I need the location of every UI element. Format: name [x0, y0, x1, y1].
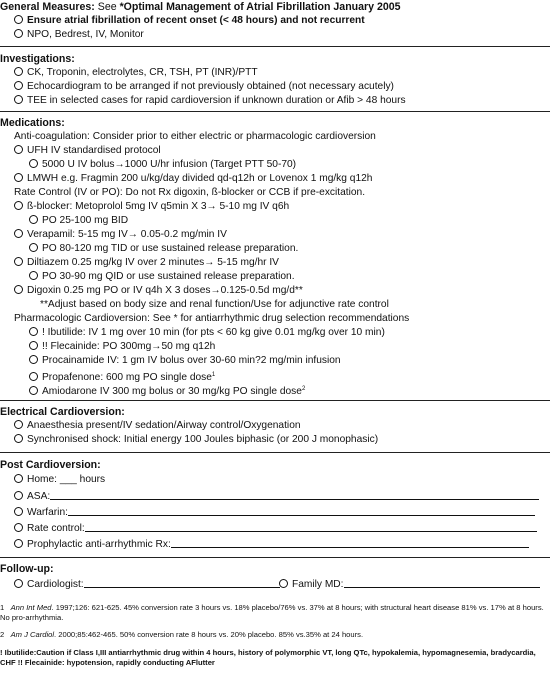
- divider: [0, 452, 550, 453]
- divider: [0, 400, 550, 401]
- cardiologist-input-line[interactable]: [84, 578, 280, 588]
- investigations-heading: Investigations:: [0, 53, 75, 65]
- checklist-item[interactable]: LMWH e.g. Fragmin 200 u/kg/day divided qd-q12h or Lovenox 1 mg/kg q12h: [14, 173, 372, 185]
- checkbox-icon[interactable]: [14, 145, 23, 154]
- checkbox-icon[interactable]: [29, 341, 38, 350]
- prophylactic-input-line[interactable]: [171, 538, 529, 548]
- checkbox-icon[interactable]: [14, 507, 23, 516]
- checkbox-icon[interactable]: [29, 159, 38, 168]
- checklist-item[interactable]: CK, Troponin, electrolytes, CR, TSH, PT (INR)/PTT: [14, 67, 258, 79]
- checklist-item[interactable]: Synchronised shock: Initial energy 100 Joules biphasic (or 200 J monophasic): [14, 434, 378, 446]
- footnote-ref: 2: [301, 386, 306, 392]
- checklist-item[interactable]: PO 30-90 mg QID or use sustained release preparation.: [29, 271, 295, 283]
- checkbox-icon[interactable]: [14, 420, 23, 429]
- rate-control-field[interactable]: Rate control:: [14, 522, 537, 535]
- family-md-field[interactable]: Family MD:: [279, 578, 540, 591]
- checklist-item[interactable]: PO 80-120 mg TID or use sustained release preparation.: [29, 243, 298, 255]
- checkbox-icon[interactable]: [14, 15, 23, 24]
- checklist-item[interactable]: Amiodarone IV 300 mg bolus or 30 mg/kg PO single dose$^2$: [29, 383, 305, 398]
- checkbox-icon[interactable]: [29, 271, 38, 280]
- checkbox-icon[interactable]: [14, 29, 23, 38]
- checklist-item[interactable]: NPO, Bedrest, IV, Monitor: [14, 29, 144, 41]
- checkbox-icon[interactable]: [29, 355, 38, 364]
- checkbox-icon[interactable]: [14, 579, 23, 588]
- checkbox-icon[interactable]: [14, 523, 23, 532]
- asa-input-line[interactable]: [50, 490, 539, 500]
- medication-text: Pharmacologic Cardioversion: See * for antiarrhythmic drug selection recommendations: [14, 313, 410, 324]
- checkbox-icon[interactable]: [14, 539, 23, 548]
- divider: [0, 46, 550, 47]
- checkbox-icon[interactable]: [14, 285, 23, 294]
- medications-heading: Medications:: [0, 117, 65, 129]
- medication-text: Rate Control (IV or PO): Do not Rx digoxin, ß-blocker or CCB if pre-excitation.: [14, 187, 366, 198]
- checklist-item[interactable]: !! Flecainide: PO 300mg→50 mg q12h: [29, 341, 215, 353]
- checkbox-icon[interactable]: [14, 434, 23, 443]
- general-measures-heading: General Measures: See *Optimal Management of Atrial Fibrillation January 2005: [0, 1, 401, 13]
- checklist-item[interactable]: UFH IV standardised protocol: [14, 145, 161, 157]
- home-field[interactable]: Home: ___ hours: [14, 474, 105, 486]
- checkbox-icon[interactable]: [14, 491, 23, 500]
- checklist-item[interactable]: Diltiazem 0.25 mg/kg IV over 2 minutes→ 5-15 mg/hr IV: [14, 257, 279, 269]
- checkbox-icon[interactable]: [14, 201, 23, 210]
- checklist-item[interactable]: TEE in selected cases for rapid cardioversion if unknown duration or Afib > 48 hours: [14, 95, 406, 107]
- checklist-item[interactable]: Digoxin 0.25 mg PO or IV q4h X 3 doses→0.125-0.5d mg/d**: [14, 285, 303, 297]
- warfarin-field[interactable]: Warfarin:: [14, 506, 535, 519]
- post-cardioversion-heading: Post Cardioversion:: [0, 459, 101, 471]
- checkbox-icon[interactable]: [14, 95, 23, 104]
- checkbox-icon[interactable]: [14, 257, 23, 266]
- rate-control-input-line[interactable]: [85, 522, 537, 532]
- checkbox-icon[interactable]: [14, 67, 23, 76]
- family-md-input-line[interactable]: [344, 578, 540, 588]
- checklist-item[interactable]: ! Ibutilide: IV 1 mg over 10 min (for pts < 60 kg give 0.01 mg/kg over 10 min): [29, 327, 385, 339]
- checklist-item[interactable]: Propafenone: 600 mg PO single dose$^1$: [29, 369, 215, 384]
- checklist-item[interactable]: ß-blocker: Metoprolol 5mg IV q5min X 3→ 5-10 mg IV q6h: [14, 201, 289, 213]
- footnote-2: 2 Am J Cardiol. 2000;85:462-465. 50% conversion rate 8 hours vs. 20% placebo. 85% vs.35% at 24 hours.: [0, 630, 364, 639]
- checkbox-icon[interactable]: [14, 229, 23, 238]
- checkbox-icon[interactable]: [29, 386, 38, 395]
- checkbox-icon[interactable]: [29, 243, 38, 252]
- medication-note: **Adjust based on body size and renal function/Use for adjunctive rate control: [40, 299, 389, 310]
- warfarin-input-line[interactable]: [68, 506, 535, 516]
- checklist-item[interactable]: PO 25-100 mg BID: [29, 215, 128, 227]
- checklist-item[interactable]: Verapamil: 5-15 mg IV→ 0.05-0.2 mg/min IV: [14, 229, 227, 241]
- cardiologist-field[interactable]: Cardiologist:: [14, 578, 280, 591]
- divider: [0, 557, 550, 558]
- electrical-cardioversion-heading: Electrical Cardioversion:: [0, 406, 125, 418]
- checklist-item[interactable]: Ensure atrial fibrillation of recent onset (< 48 hours) and not recurrent: [14, 15, 365, 27]
- checkbox-icon[interactable]: [14, 474, 23, 483]
- divider: [0, 111, 550, 112]
- asa-field[interactable]: ASA:: [14, 490, 539, 503]
- medication-text: Anti-coagulation: Consider prior to either electric or pharmacologic cardioversion: [14, 131, 376, 142]
- checklist-item[interactable]: 5000 U IV bolus→1000 U/hr infusion (Target PTT 50-70): [29, 159, 296, 171]
- checkbox-icon[interactable]: [29, 327, 38, 336]
- checklist-item[interactable]: Procainamide IV: 1 gm IV bolus over 30-60 min?2 mg/min infusion: [29, 355, 341, 367]
- footnote-ref: 1: [211, 372, 216, 378]
- checklist-item[interactable]: Echocardiogram to be arranged if not previously obtained (not necessary acutely): [14, 81, 394, 93]
- checkbox-icon[interactable]: [29, 372, 38, 381]
- caution-note: ! Ibutilide:Caution if Class I,III antiarrhythmic drug within 4 hours, history of polymorphic VT, long QTc, hypokalemia, hypomagnesemia, bradycardia, CHF !! Flecainide: hypotension, rapidly conducting AFlutter: [0, 648, 536, 667]
- checklist-item[interactable]: Anaesthesia present/IV sedation/Airway control/Oxygenation: [14, 420, 301, 432]
- checkbox-icon[interactable]: [29, 215, 38, 224]
- prophylactic-field[interactable]: Prophylactic anti-arrhythmic Rx:: [14, 538, 529, 551]
- checkbox-icon[interactable]: [14, 81, 23, 90]
- follow-up-heading: Follow-up:: [0, 563, 54, 575]
- footnote-1: 1 Ann Int Med. 1997;126: 621-625. 45% conversion rate 3 hours vs. 18% placebo/76% vs. 37% at 8 hours; with structural heart disease 81% vs. 17% at 8 hours. No pro-arrhythmia.: [0, 603, 544, 622]
- checkbox-icon[interactable]: [279, 579, 288, 588]
- checkbox-icon[interactable]: [14, 173, 23, 182]
